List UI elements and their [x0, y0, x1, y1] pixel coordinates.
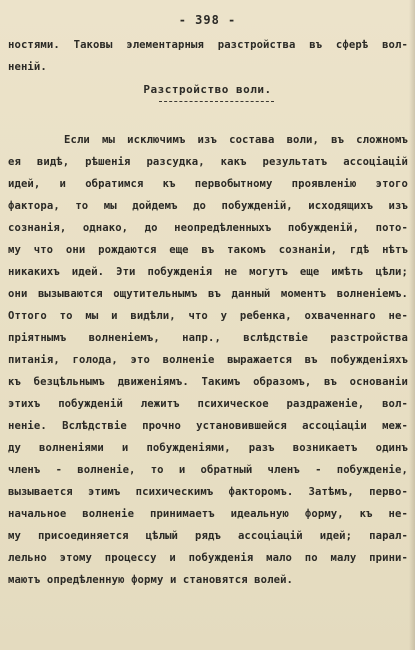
text-line: ностями. Таковы элементарныя разстройства въ сферѣ вол-	[8, 39, 408, 51]
text-line: Оттого то мы и видѣли, что у ребенка, охваченнаго не-	[8, 310, 408, 322]
text-line: никакихъ идей. Эти побужденія не могутъ еще имѣть цѣли;	[8, 266, 408, 278]
text-line: они вызываются ощутительнымъ въ данный моментъ волненіемъ.	[8, 288, 408, 300]
text-line: Если мы исключимъ изъ состава воли, въ сложномъ	[64, 134, 408, 146]
body-paragraph	[8, 129, 408, 591]
text-line: маютъ опредѣленную форму и становятся волей.	[8, 574, 294, 586]
text-line: этихъ побужденій лежитъ психическое раздраженіе, вол-	[8, 398, 408, 410]
text-line: неніе. Вслѣдствіе прочно установившейся ассоціаціи меж-	[8, 420, 408, 432]
text-line: ду волненіями и побужденіями, разъ возникаетъ одинъ	[8, 442, 408, 454]
text-line: ея видѣ, рѣшенія разсудка, какъ результатъ ассоціацій	[8, 156, 408, 168]
text-line: му что они рождаются еще въ такомъ сознаніи, гдѣ нѣтъ	[8, 244, 408, 256]
text-line: неній.	[8, 61, 47, 73]
section-heading: Разстройство воли.	[143, 83, 272, 96]
text-line: начальное волненіе принимаетъ идеальную форму, къ не-	[8, 508, 408, 520]
text-line: му присоединяется цѣлый рядъ ассоціацій идей; парал-	[8, 530, 408, 542]
page-number: - 398 -	[178, 13, 237, 27]
text-line: идей, и обратимся къ первобытному проявленію этого	[8, 178, 408, 190]
heading-underline	[159, 101, 274, 102]
text-line: сознанія, однако, до неопредѣленныхъ побужденій, пото-	[8, 222, 408, 234]
text-line: фактора, то мы дойдемъ до побужденій, исходящихъ изъ	[8, 200, 408, 212]
text-line: лельно этому процессу и побужденія мало по малу прини-	[8, 552, 408, 564]
text-line: питанія, голода, это волненіе выражается въ побужденіяхъ	[8, 354, 408, 366]
text-line: пріятнымъ волненіемъ, напр., вслѣдствіе разстройства	[8, 332, 408, 344]
text-line: къ безцѣльнымъ движеніямъ. Такимъ образомъ, въ основаніи	[8, 376, 408, 388]
text-line: членъ - волненіе, то и обратный членъ - побужденіе,	[8, 464, 408, 476]
continued-paragraph	[8, 34, 408, 78]
text-line: вызывается этимъ психическимъ факторомъ. Затѣмъ, перво-	[8, 486, 408, 498]
page-edge-shadow	[409, 0, 415, 650]
